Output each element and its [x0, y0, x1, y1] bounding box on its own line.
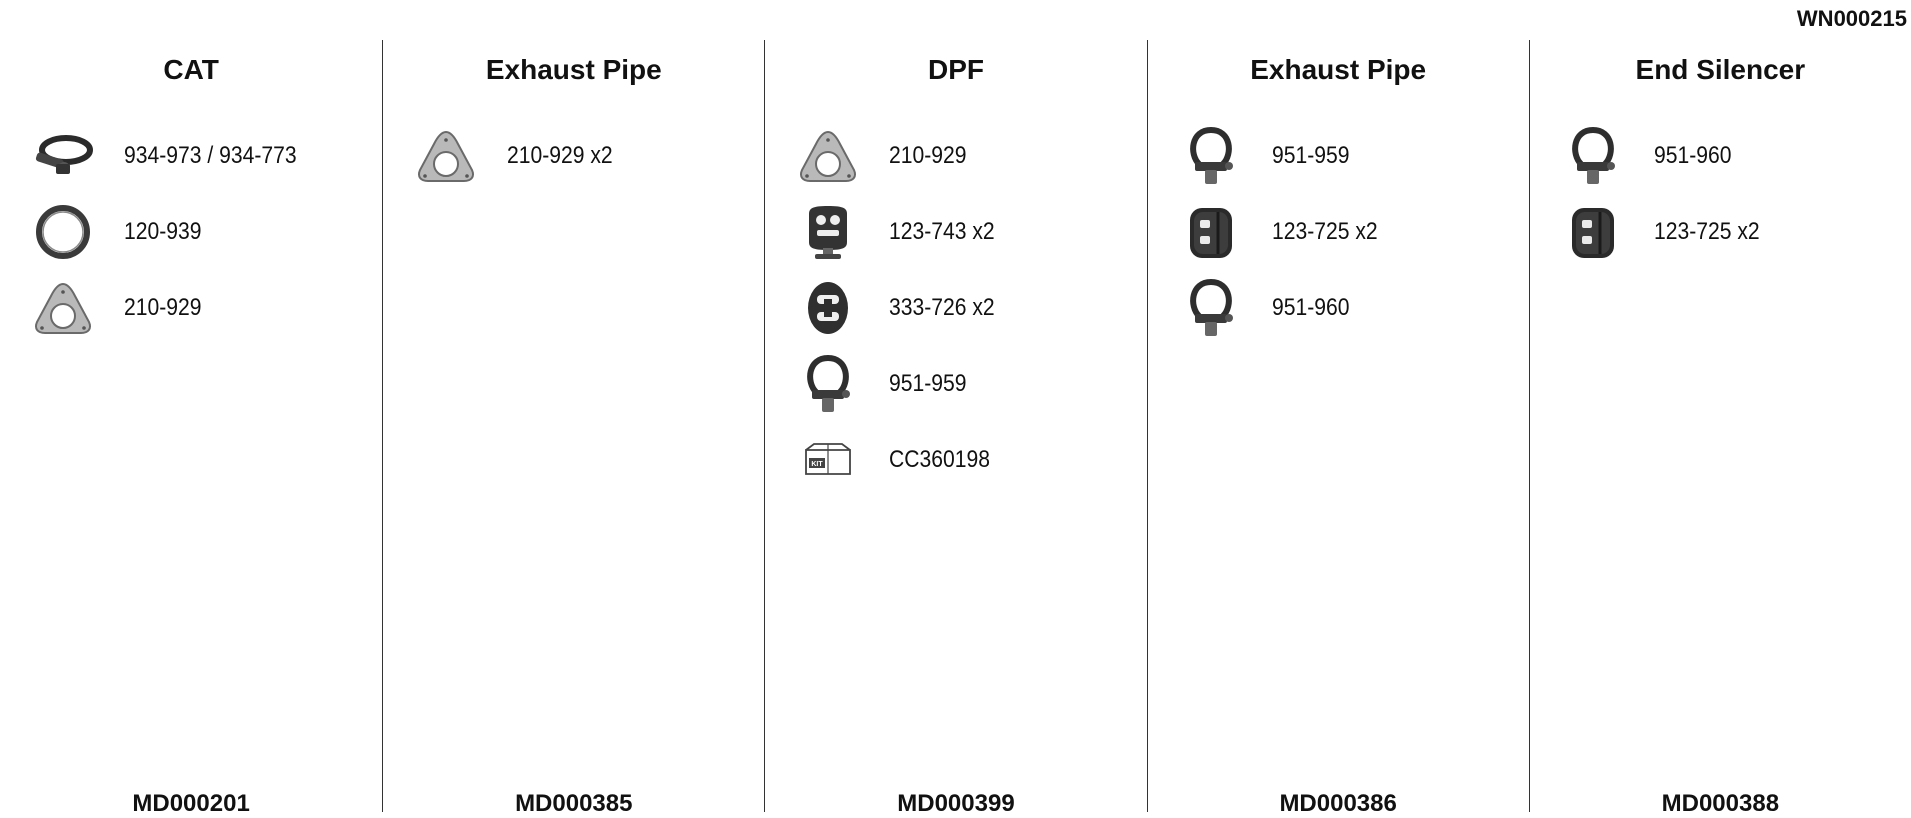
part-number: 210-929 [889, 142, 967, 169]
part-item [28, 118, 372, 194]
column-2 [382, 40, 764, 817]
part-item [793, 270, 1136, 346]
column-title: DPF [927, 54, 984, 85]
column-title: End Silencer [1635, 54, 1806, 85]
parts-list [28, 118, 372, 346]
u-clamp-icon [1176, 124, 1246, 188]
part-number: 951-960 [1271, 294, 1350, 321]
column-code: MD000386 [1279, 790, 1397, 817]
part-item [793, 118, 1136, 194]
part-number: 123-725 x2 [1653, 218, 1760, 245]
column-5 [1529, 40, 1911, 817]
u-clamp-icon [793, 352, 863, 416]
column-code: MD000388 [1661, 790, 1780, 817]
part-item [1558, 194, 1901, 270]
column-title: Exhaust Pipe [485, 54, 662, 85]
column-code: MD000201 [132, 790, 250, 817]
kit-box-icon [793, 428, 863, 492]
u-clamp-icon [1176, 276, 1246, 340]
rubber-block-icon [1558, 200, 1628, 264]
column-title: CAT [163, 54, 219, 85]
part-item [1176, 118, 1519, 194]
part-number: 333-726 x2 [889, 294, 996, 321]
rubber-hanger-icon [793, 276, 863, 340]
triangle-gasket-icon [793, 124, 863, 188]
document-code: WN000215 [1796, 6, 1907, 31]
column-code: MD000399 [897, 790, 1015, 817]
part-item [793, 194, 1136, 270]
part-item [1558, 118, 1901, 194]
part-number: 210-929 [124, 294, 202, 321]
parts-list [793, 118, 1136, 498]
column-3 [764, 40, 1146, 817]
part-number: 951-959 [889, 370, 967, 397]
part-number: 123-743 x2 [889, 218, 996, 245]
part-number: 934-973 / 934-773 [124, 142, 297, 169]
part-item [793, 422, 1136, 498]
u-clamp-icon [1558, 124, 1628, 188]
rubber-block-icon [1176, 200, 1246, 264]
column-title: Exhaust Pipe [1250, 54, 1427, 85]
parts-list [411, 118, 754, 194]
triangle-gasket-icon [411, 124, 481, 188]
part-item [793, 346, 1136, 422]
column-1 [0, 40, 382, 817]
part-item [1176, 194, 1519, 270]
part-number: 951-960 [1653, 142, 1732, 169]
part-number: 120-939 [124, 218, 202, 245]
part-number: 210-929 x2 [507, 142, 613, 169]
column-4 [1147, 40, 1529, 817]
part-item [28, 270, 372, 346]
rubber-mount-bracket-icon [793, 200, 863, 264]
part-number: 951-959 [1271, 142, 1350, 169]
svg-text:KIT: KIT [811, 461, 824, 468]
triangle-gasket-icon [28, 276, 98, 340]
part-item [28, 194, 372, 270]
column-code: MD000385 [515, 790, 633, 817]
parts-list [1558, 118, 1901, 270]
part-number: 123-725 x2 [1271, 218, 1378, 245]
clamp-icon [28, 124, 98, 188]
part-number: CC360198 [889, 446, 991, 473]
parts-columns [0, 40, 1911, 817]
part-item [1176, 270, 1519, 346]
part-item [411, 118, 754, 194]
ring-gasket-icon [28, 200, 98, 264]
parts-list [1176, 118, 1519, 346]
